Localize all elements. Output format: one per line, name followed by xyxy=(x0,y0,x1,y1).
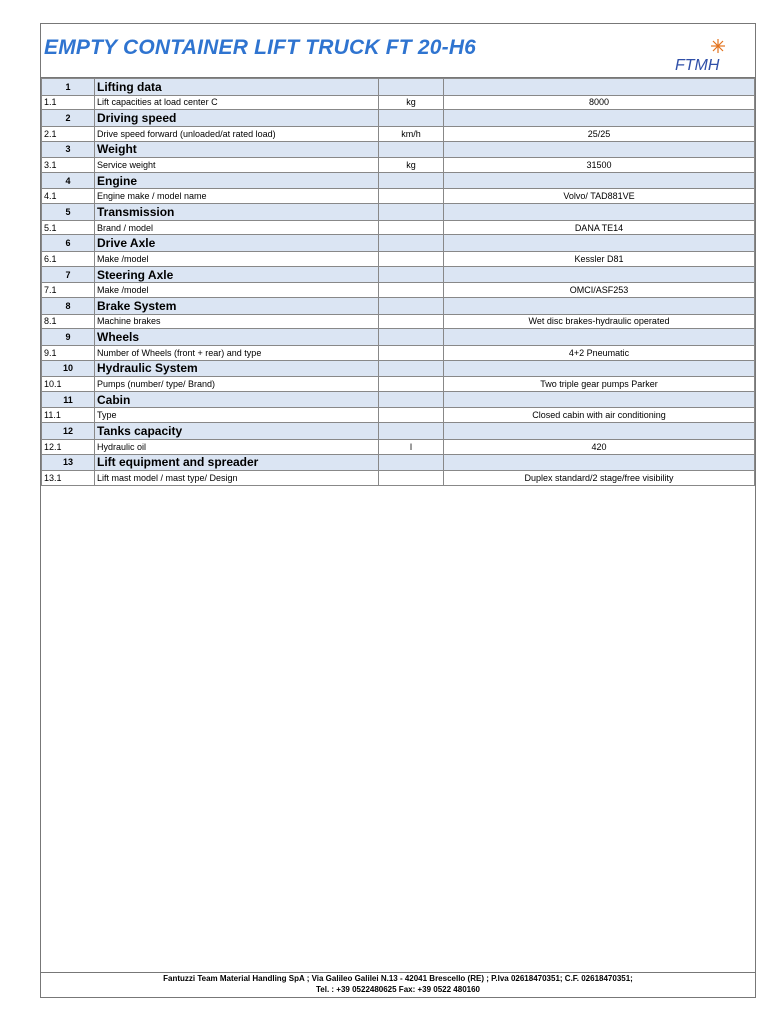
footer-contact: Tel. : +39 0522480625 Fax: +39 0522 480160 xyxy=(316,985,480,994)
section-header xyxy=(42,141,755,158)
value-cell xyxy=(444,266,755,283)
logo-text: FTMH xyxy=(675,57,720,74)
row-unit: kg xyxy=(379,158,444,173)
row-code: 6.1 xyxy=(42,251,95,266)
section-title: Tanks capacity xyxy=(95,423,379,440)
section-header xyxy=(42,298,755,315)
section-number: 6 xyxy=(42,235,95,252)
unit-cell xyxy=(379,329,444,346)
value-cell xyxy=(444,172,755,189)
section-title: Drive Axle xyxy=(95,235,379,252)
row-unit: km/h xyxy=(379,126,444,141)
section-number: 13 xyxy=(42,454,95,471)
row-value: Wet disc brakes-hydraulic operated xyxy=(444,314,755,329)
unit-cell xyxy=(379,204,444,221)
row-value: Two triple gear pumps Parker xyxy=(444,377,755,392)
section-title: Steering Axle xyxy=(95,266,379,283)
section-number: 8 xyxy=(42,298,95,315)
row-code: 7.1 xyxy=(42,283,95,298)
page-title: EMPTY CONTAINER LIFT TRUCK FT 20-H6 xyxy=(44,36,477,59)
spec-row xyxy=(42,345,755,360)
row-unit xyxy=(379,189,444,204)
section-title: Engine xyxy=(95,172,379,189)
unit-cell xyxy=(379,141,444,158)
row-unit: kg xyxy=(379,95,444,110)
section-title: Hydraulic System xyxy=(95,360,379,377)
row-unit: l xyxy=(379,439,444,454)
row-value: Kessler D81 xyxy=(444,251,755,266)
row-description: Number of Wheels (front + rear) and type xyxy=(95,345,379,360)
row-code: 8.1 xyxy=(42,314,95,329)
spec-sheet xyxy=(40,23,756,998)
unit-cell xyxy=(379,298,444,315)
unit-cell xyxy=(379,110,444,127)
section-number: 7 xyxy=(42,266,95,283)
section-title: Brake System xyxy=(95,298,379,315)
row-value: 25/25 xyxy=(444,126,755,141)
spec-table xyxy=(41,78,755,486)
section-number: 5 xyxy=(42,204,95,221)
row-code: 13.1 xyxy=(42,471,95,486)
row-description: Hydraulic oil xyxy=(95,439,379,454)
row-description: Make /model xyxy=(95,251,379,266)
spec-row xyxy=(42,220,755,235)
row-description: Service weight xyxy=(95,158,379,173)
row-value: 31500 xyxy=(444,158,755,173)
document-header xyxy=(41,24,755,78)
row-value: 420 xyxy=(444,439,755,454)
section-number: 12 xyxy=(42,423,95,440)
row-description: Make /model xyxy=(95,283,379,298)
row-unit xyxy=(379,251,444,266)
value-cell xyxy=(444,235,755,252)
section-header xyxy=(42,204,755,221)
row-value: Closed cabin with air conditioning xyxy=(444,408,755,423)
row-value: DANA TE14 xyxy=(444,220,755,235)
row-unit xyxy=(379,220,444,235)
value-cell xyxy=(444,391,755,408)
row-value: 8000 xyxy=(444,95,755,110)
value-cell xyxy=(444,141,755,158)
row-description: Lift capacities at load center C xyxy=(95,95,379,110)
row-value: Duplex standard/2 stage/free visibility xyxy=(444,471,755,486)
footer-company: Fantuzzi Team Material Handling SpA ; Via Galileo Galilei N.13 - 42041 Brescello (RE) ; P.Iva 02618470351; C.F. 02618470351; xyxy=(163,974,633,983)
spec-row xyxy=(42,283,755,298)
ftmh-logo xyxy=(673,38,739,74)
row-code: 12.1 xyxy=(42,439,95,454)
section-number: 9 xyxy=(42,329,95,346)
unit-cell xyxy=(379,172,444,189)
unit-cell xyxy=(379,79,444,96)
section-title: Wheels xyxy=(95,329,379,346)
unit-cell xyxy=(379,423,444,440)
spec-table-body xyxy=(42,79,755,486)
section-number: 3 xyxy=(42,141,95,158)
row-value: 4+2 Pneumatic xyxy=(444,345,755,360)
row-code: 4.1 xyxy=(42,189,95,204)
section-title: Transmission xyxy=(95,204,379,221)
section-header xyxy=(42,110,755,127)
row-code: 3.1 xyxy=(42,158,95,173)
row-code: 10.1 xyxy=(42,377,95,392)
row-code: 9.1 xyxy=(42,345,95,360)
section-header xyxy=(42,391,755,408)
spec-row xyxy=(42,377,755,392)
section-number: 2 xyxy=(42,110,95,127)
star-icon xyxy=(711,39,725,53)
spec-row xyxy=(42,189,755,204)
section-title: Lifting data xyxy=(95,79,379,96)
row-unit xyxy=(379,377,444,392)
spec-row xyxy=(42,126,755,141)
section-header xyxy=(42,172,755,189)
unit-cell xyxy=(379,266,444,283)
row-unit xyxy=(379,471,444,486)
section-title: Cabin xyxy=(95,391,379,408)
unit-cell xyxy=(379,391,444,408)
spec-row xyxy=(42,408,755,423)
section-header xyxy=(42,266,755,283)
section-number: 4 xyxy=(42,172,95,189)
section-title: Lift equipment and spreader xyxy=(95,454,379,471)
row-description: Pumps (number/ type/ Brand) xyxy=(95,377,379,392)
section-title: Weight xyxy=(95,141,379,158)
unit-cell xyxy=(379,360,444,377)
section-number: 11 xyxy=(42,391,95,408)
spec-row xyxy=(42,439,755,454)
row-value: Volvo/ TAD881VE xyxy=(444,189,755,204)
row-description: Engine make / model name xyxy=(95,189,379,204)
spec-row xyxy=(42,314,755,329)
row-code: 1.1 xyxy=(42,95,95,110)
row-unit xyxy=(379,314,444,329)
section-header xyxy=(42,235,755,252)
section-header xyxy=(42,454,755,471)
row-description: Machine brakes xyxy=(95,314,379,329)
row-code: 11.1 xyxy=(42,408,95,423)
value-cell xyxy=(444,204,755,221)
row-description: Type xyxy=(95,408,379,423)
section-header xyxy=(42,423,755,440)
section-number: 1 xyxy=(42,79,95,96)
value-cell xyxy=(444,79,755,96)
value-cell xyxy=(444,329,755,346)
section-header xyxy=(42,79,755,96)
spec-row xyxy=(42,158,755,173)
value-cell xyxy=(444,110,755,127)
row-description: Brand / model xyxy=(95,220,379,235)
value-cell xyxy=(444,298,755,315)
row-value: OMCI/ASF253 xyxy=(444,283,755,298)
row-unit xyxy=(379,345,444,360)
section-header xyxy=(42,329,755,346)
value-cell xyxy=(444,454,755,471)
spec-row xyxy=(42,251,755,266)
value-cell xyxy=(444,360,755,377)
footer xyxy=(41,972,755,997)
row-unit xyxy=(379,408,444,423)
unit-cell xyxy=(379,454,444,471)
row-description: Lift mast model / mast type/ Design xyxy=(95,471,379,486)
row-code: 5.1 xyxy=(42,220,95,235)
value-cell xyxy=(444,423,755,440)
row-code: 2.1 xyxy=(42,126,95,141)
unit-cell xyxy=(379,235,444,252)
spec-row xyxy=(42,471,755,486)
row-description: Drive speed forward (unloaded/at rated load) xyxy=(95,126,379,141)
section-number: 10 xyxy=(42,360,95,377)
section-title: Driving speed xyxy=(95,110,379,127)
row-unit xyxy=(379,283,444,298)
spec-row xyxy=(42,95,755,110)
section-header xyxy=(42,360,755,377)
